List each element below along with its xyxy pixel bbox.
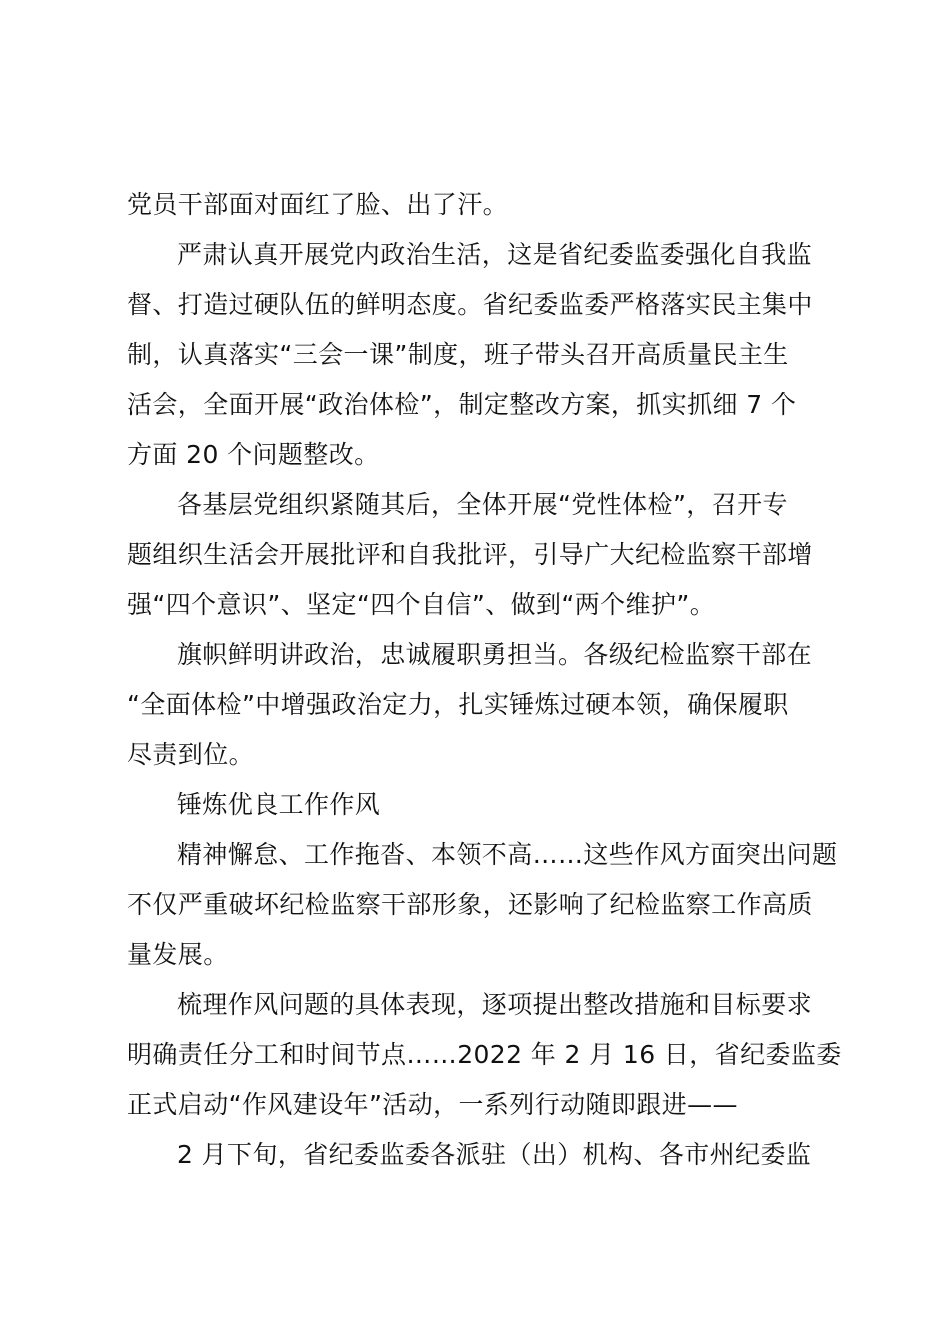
document-body [127, 180, 842, 1180]
text-line: 2 月下旬，省纪委监委各派驻（出）机构、各市州纪委监 [177, 1140, 812, 1169]
text-line: 活会，全面开展“政治体检”，制定整改方案，抓实抓细 7 个 [127, 390, 797, 419]
text-line: 正式启动“作风建设年”活动，一系列行动随即跟进—— [127, 1090, 738, 1119]
text-line: 党员干部面对面红了脸、出了汗。 [127, 190, 509, 219]
text-line: 量发展。 [127, 940, 229, 969]
text-line: 精神懈怠、工作拖沓、本领不高……这些作风方面突出问题 [177, 840, 838, 869]
section-heading: 锤炼优良工作作风 [177, 790, 381, 819]
text-line: 明确责任分工和时间节点……2022 年 2 月 16 日，省纪委监委 [127, 1040, 842, 1069]
text-line: 梳理作风问题的具体表现，逐项提出整改措施和目标要求 [177, 990, 813, 1019]
text-line: 各基层党组织紧随其后，全体开展“党性体检”，召开专 [177, 490, 788, 519]
text-line: 督、打造过硬队伍的鲜明态度。省纪委监委严格落实民主集中 [127, 290, 813, 319]
text-line: 严肃认真开展党内政治生活，这是省纪委监委强化自我监 [177, 240, 813, 269]
text-line: 方面 20 个问题整改。 [127, 440, 380, 469]
text-line: “全面体检”中增强政治定力，扎实锤炼过硬本领，确保履职 [127, 690, 789, 719]
text-line: 尽责到位。 [127, 740, 255, 769]
text-line: 旗帜鲜明讲政治，忠诚履职勇担当。各级纪检监察干部在 [177, 640, 813, 669]
text-line: 题组织生活会开展批评和自我批评，引导广大纪检监察干部增 [127, 540, 813, 569]
text-line: 不仅严重破坏纪检监察干部形象，还影响了纪检监察工作高质 [127, 890, 813, 919]
text-line: 强“四个意识”、坚定“四个自信”、做到“两个维护”。 [127, 590, 716, 619]
text-line: 制，认真落实“三会一课”制度，班子带头召开高质量民主生 [127, 340, 789, 369]
